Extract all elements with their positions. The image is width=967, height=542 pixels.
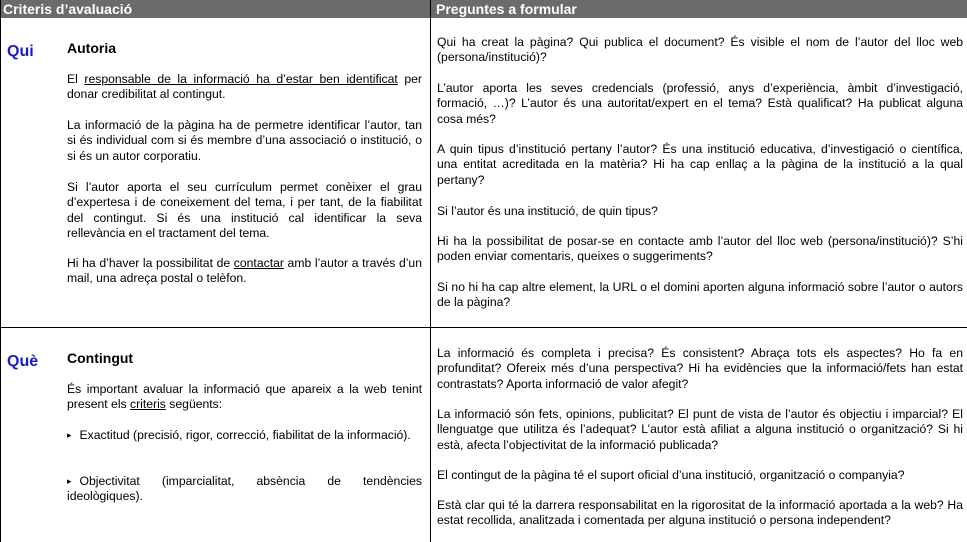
section-title-autoria: Autoria — [67, 40, 116, 56]
column-divider — [430, 0, 431, 542]
text-run: amb l’autor a través d’un mail, una adreça postal o telèfon. — [67, 256, 422, 286]
header-criteria: Criteris d’avaluació — [3, 1, 133, 17]
que-criteria-bullet-1 — [67, 428, 422, 443]
que-question-2: La informació són fets, opinions, publicitat? El punt de vista de l’autor és objectiu i imparcial? El llenguatge que utilitza és l’adequat? L’autor està afiliat a alguna institució o organització? Si hi està, afecta l’objectivitat de la informació publicada? — [437, 407, 963, 452]
bullet-triangle-icon: ▸ — [67, 430, 72, 440]
qui-criteria-paragraph-4 — [67, 256, 422, 287]
bullet-triangle-icon: ▸ — [67, 476, 72, 486]
qui-criteria-paragraph-2: La informació de la pàgina ha de permetre identificar l’autor, tan si és individual com si és membre d’una associació o institució, o si és un autor corporatiu. — [67, 118, 422, 163]
qui-question-1: Qui ha creat la pàgina? Qui publica el document? És visible el nom de l’autor del lloc web (persona/institució)? — [437, 35, 963, 65]
bullet-text: Exactitud (precisió, rigor, correcció, fiabilitat de la informació). — [79, 428, 411, 442]
que-question-1: La informació és completa i precisa? És consistent? Abraça tots els aspectes? Ho fa en profunditat? Ofereix més d’una perspectiva? Hi ha evidències que la informació/fets han estat contrastats? Aporta informació de valor afegit? — [437, 346, 963, 391]
qui-question-3: A quin tipus d’institució pertany l’autor? És una institució educativa, d’investigació o científica, una entitat acreditada en la matèria? Hi ha cap enllaç a la pàgina de la institució a la qual pertany? — [437, 142, 963, 187]
header-questions: Preguntes a formular — [436, 1, 577, 17]
underlined-text: responsable de la informació ha d’estar ben identificat — [84, 72, 398, 86]
underlined-text: contactar — [233, 256, 284, 270]
text-run: És important avaluar la informació que apareix a la web tenint present els — [67, 382, 422, 412]
section-label-que: Què — [7, 353, 39, 370]
bullet-text: Objectivitat (imparcialitat, absència de tendències ideològiques). — [67, 474, 422, 504]
qui-question-2: L’autor aporta les seves credencials (professió, anys d’experiència, àmbit d’investigació, formació, …)? L’autor és una autoritat/expert en el tema? Està qualificat? Ha publicat alguna cosa més? — [437, 81, 963, 126]
que-criteria-bullet-2 — [67, 474, 422, 505]
underlined-text: criteris — [130, 397, 166, 412]
table-header — [0, 0, 967, 18]
qui-question-4: Si l’autor és una institució, de quin tipus? — [437, 204, 658, 218]
text-run: El — [67, 72, 85, 86]
section-title-contingut: Contingut — [67, 350, 134, 366]
text-run: per donar credibilitat al contingut. — [67, 72, 422, 102]
qui-question-5: Hi ha la possibilitat de posar-se en contacte amb l’autor del lloc web (persona/institució)? S’hi poden enviar comentaris, queixes o suggeriments? — [437, 234, 963, 264]
qui-question-6: Si no hi ha cap altre element, la URL o el domini aporten alguna informació sobre l’autor o autors de la pàgina? — [437, 280, 963, 310]
qui-criteria-paragraph-3: Si l’autor aporta el seu currículum permet conèixer el grau d’expertesa i de coneixement del tema, i per tant, de la fiabilitat del contingut. Si és una institució cal identificar la seva rellevància en el tractament del tema. — [67, 180, 422, 240]
text-run: següents: — [165, 397, 223, 412]
table-border-left — [0, 0, 1, 542]
que-criteria-paragraph-1 — [67, 382, 422, 413]
que-question-4: Està clar qui té la darrera responsabilitat en la rigorositat de la informació aportada a la web? Ha estat recollida, analitzada i comentada per alguna institució o persona independent? — [437, 498, 963, 528]
row-divider — [0, 327, 967, 328]
qui-criteria-paragraph-1 — [67, 72, 422, 103]
text-run: Hi ha d’haver la possibilitat de — [67, 256, 234, 270]
section-label-qui: Qui — [7, 43, 34, 60]
que-question-3: El contingut de la pàgina té el suport oficial d’una institució, organització o companyia? — [437, 468, 905, 482]
